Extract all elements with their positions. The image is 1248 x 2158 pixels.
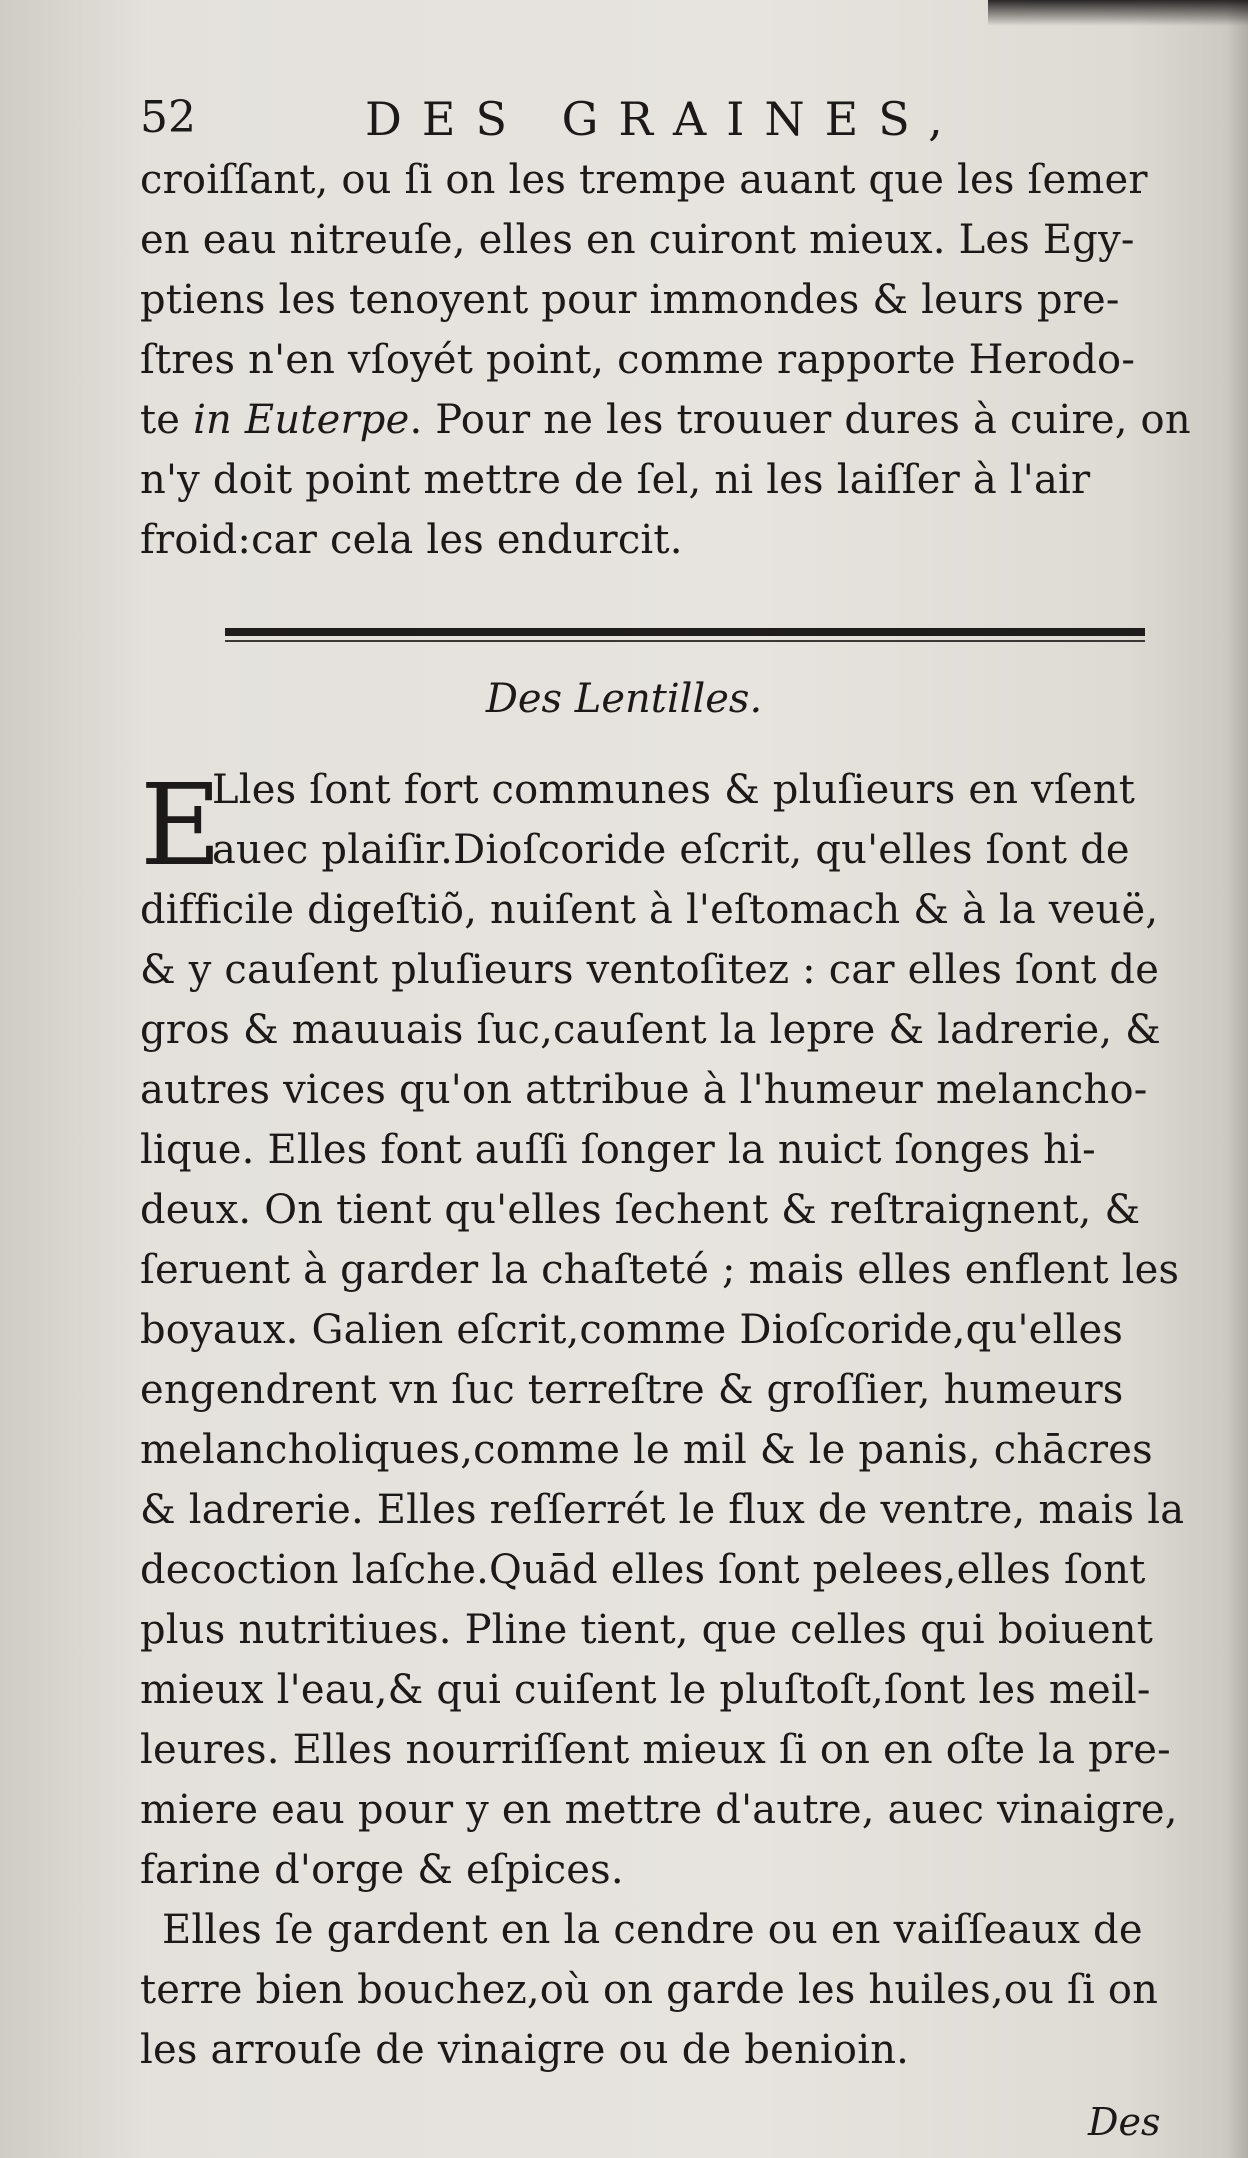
body-line: terre bien bouchez,où on garde les huiles,ou ſi on bbox=[140, 1967, 1159, 2013]
text-line: ptiens les tenoyent pour immondes & leurs pre- bbox=[140, 277, 1120, 323]
section-rule bbox=[225, 628, 1145, 636]
body-line: & y cauſent pluſieurs ventoſitez : car elles ſont de bbox=[140, 947, 1160, 993]
text-segment: . Pour ne les trouuer dures à cuire, on bbox=[409, 397, 1191, 443]
section-rule-thin bbox=[225, 640, 1145, 642]
body-line: difficile digeſtiõ, nuiſent à l'eſtomach & à la veuë, bbox=[140, 887, 1159, 933]
italic-title: in Euterpe bbox=[193, 397, 410, 443]
body-line: ſeruent à garder la chaſteté ; mais elles enflent les bbox=[140, 1247, 1180, 1293]
body-line: melancholiques,comme le mil & le panis, chācres bbox=[140, 1427, 1153, 1473]
body-line: les arrouſe de vinaigre ou de benioin. bbox=[140, 2027, 910, 2073]
scan-shadow-top bbox=[988, 0, 1248, 26]
text-segment: te bbox=[140, 397, 194, 443]
body-line: autres vices qu'on attribue à l'humeur melancho- bbox=[140, 1067, 1148, 1113]
body-line: engendrent vn ſuc terreſtre & groſſier, humeurs bbox=[140, 1367, 1124, 1413]
text-line: ſtres n'en vſoyét point, comme rapporte Herodo- bbox=[140, 337, 1136, 383]
body-line: gros & mauuais ſuc,cauſent la lepre & ladrerie, & bbox=[140, 1007, 1161, 1053]
body-line: deux. On tient qu'elles ſechent & reſtraignent, & bbox=[140, 1187, 1141, 1233]
body-line: & ladrerie. Elles reſſerrét le flux de ventre, mais la bbox=[140, 1487, 1185, 1533]
text-line bbox=[140, 397, 1191, 443]
text-line: froid:car cela les endurcit. bbox=[140, 517, 683, 563]
body-line: auec plaiſir.Dioſcoride eſcrit, qu'elles ſont de bbox=[212, 827, 1130, 873]
body-line: miere eau pour y en mettre d'autre, auec vinaigre, bbox=[140, 1787, 1178, 1833]
body-line: Lles ſont fort communes & pluſieurs en vſent bbox=[212, 767, 1136, 813]
text-line: en eau nitreuſe, elles en cuiront mieux. Les Egy- bbox=[140, 217, 1135, 263]
body-line: Elles ſe gardent en la cendre ou en vaiſſeaux de bbox=[162, 1907, 1143, 1953]
page-edge-shadow bbox=[1226, 0, 1248, 2158]
body-line: lique. Elles font auſſi ſonger la nuict ſonges hi- bbox=[140, 1127, 1096, 1173]
page-header bbox=[140, 92, 1192, 152]
page-number: 52 bbox=[140, 92, 196, 143]
text-line: croiſſant, ou ſi on les trempe auant que les ſemer bbox=[140, 157, 1148, 203]
body-line: leures. Elles nourriſſent mieux ſi on en oſte la pre- bbox=[140, 1727, 1171, 1773]
body-line: plus nutritiues. Pline tient, que celles qui boiuent bbox=[140, 1607, 1153, 1653]
body-line: decoction laſche.Quād elles ſont pelees,elles ſont bbox=[140, 1547, 1146, 1593]
running-title: DES GRAINES, bbox=[365, 92, 963, 146]
body-line: boyaux. Galien eſcrit,comme Dioſcoride,qu'elles bbox=[140, 1307, 1124, 1353]
catchword: Des bbox=[1088, 2100, 1161, 2144]
section-title: Des Lentilles. bbox=[485, 676, 763, 722]
body-line: farine d'orge & eſpices. bbox=[140, 1847, 624, 1893]
section-body bbox=[140, 761, 1192, 2100]
body-line: mieux l'eau,& qui cuiſent le pluſtoſt,ſont les meil- bbox=[140, 1667, 1151, 1713]
text-line: n'y doit point mettre de ſel, ni les laiſſer à l'air bbox=[140, 457, 1091, 503]
drop-cap: E bbox=[140, 761, 222, 891]
top-paragraph bbox=[140, 157, 1192, 580]
